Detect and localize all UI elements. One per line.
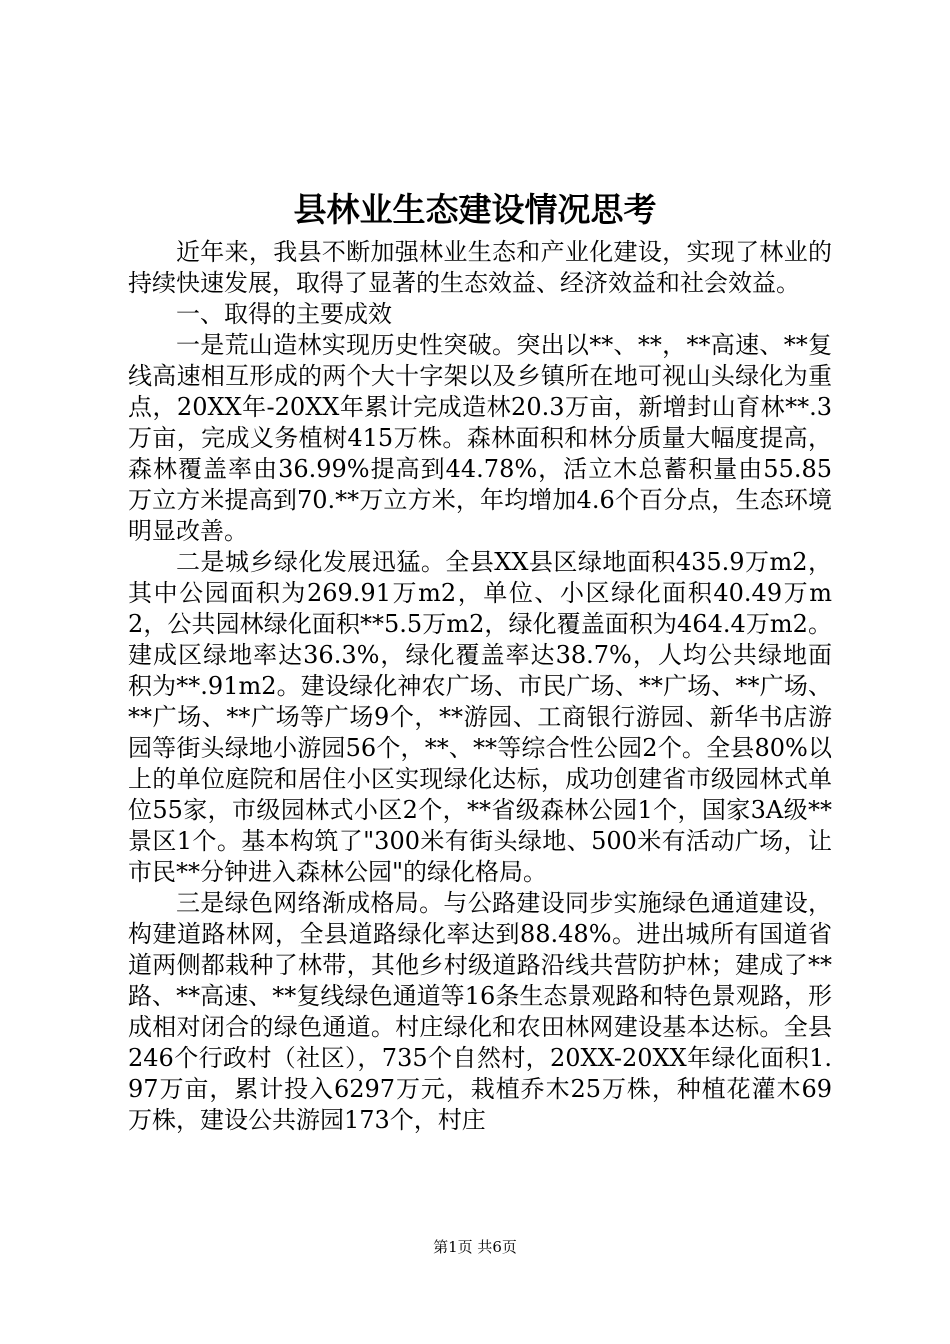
document-body <box>128 237 832 1136</box>
paragraph-intro: 近年来，我县不断加强林业生态和产业化建设，实现了林业的持续快速发展，取得了显著的生态效益、经济效益和社会效益。 <box>128 238 832 297</box>
paragraph-urban-greening: 二是城乡绿化发展迅猛。全县XX县区绿地面积435.9万m2，其中公园面积为269.91万m2，单位、小区绿化面积40.49万m2，公共园林绿化面积**5.5万m2，绿化覆盖面积为464.4万m2。建成区绿地率达36.3%，绿化覆盖率达38.7%，人均公共绿地面积为**.91m2。建设绿化神农广场、市民广场、**广场、**广场、**广场、**广场等广场9个，**游园、工商银行游园、新华书店游园等街头绿地小游园56个，**、**等综合性公园2个。全县80%以上的单位庭院和居住小区实现绿化达标，成功创建省市级园林式单位55家，市级园林式小区2个，**省级森林公园1个，国家3A级**景区1个。基本构筑了"300米有街头绿地、500米有活动广场，让市民**分钟进入森林公园"的绿化格局。 <box>128 548 832 886</box>
section-heading: 一、取得的主要成效 <box>176 300 392 328</box>
page-footer: 第1页 共6页 <box>433 1238 517 1256</box>
paragraph-afforestation: 一是荒山造林实现历史性突破。突出以**、**，**高速、**复线高速相互形成的两个大十字架以及乡镇所在地可视山头绿化为重点，20XX年-20XX年累计完成造林20.3万亩，新增封山育林**.3万亩，完成义务植树415万株。森林面积和林分质量大幅度提高，森林覆盖率由36.99%提高到44.78%，活立木总蓄积量由55.85万立方米提高到70.**万立方米，年均增加4.6个百分点，生态环境明显改善。 <box>128 331 832 545</box>
paragraph-green-network: 三是绿色网络渐成格局。与公路建设同步实施绿色通道建设，构建道路林网，全县道路绿化率达到88.48%。进出城所有国道省道两侧都栽种了林带，其他乡村级道路沿线共营防护林；建成了**路、**高速、**复线绿色通道等16条生态景观路和特色景观路，形成相对闭合的绿色通道。村庄绿化和农田林网建设基本达标。全县246个行政村（社区），735个自然村，20XX-20XX年绿化面积1.97万亩，累计投入6297万元，栽植乔木25万株，种植花灌木69万株，建设公共游园173个，村庄 <box>128 889 832 1134</box>
document-title: 县林业生态建设情况思考 <box>293 190 657 229</box>
